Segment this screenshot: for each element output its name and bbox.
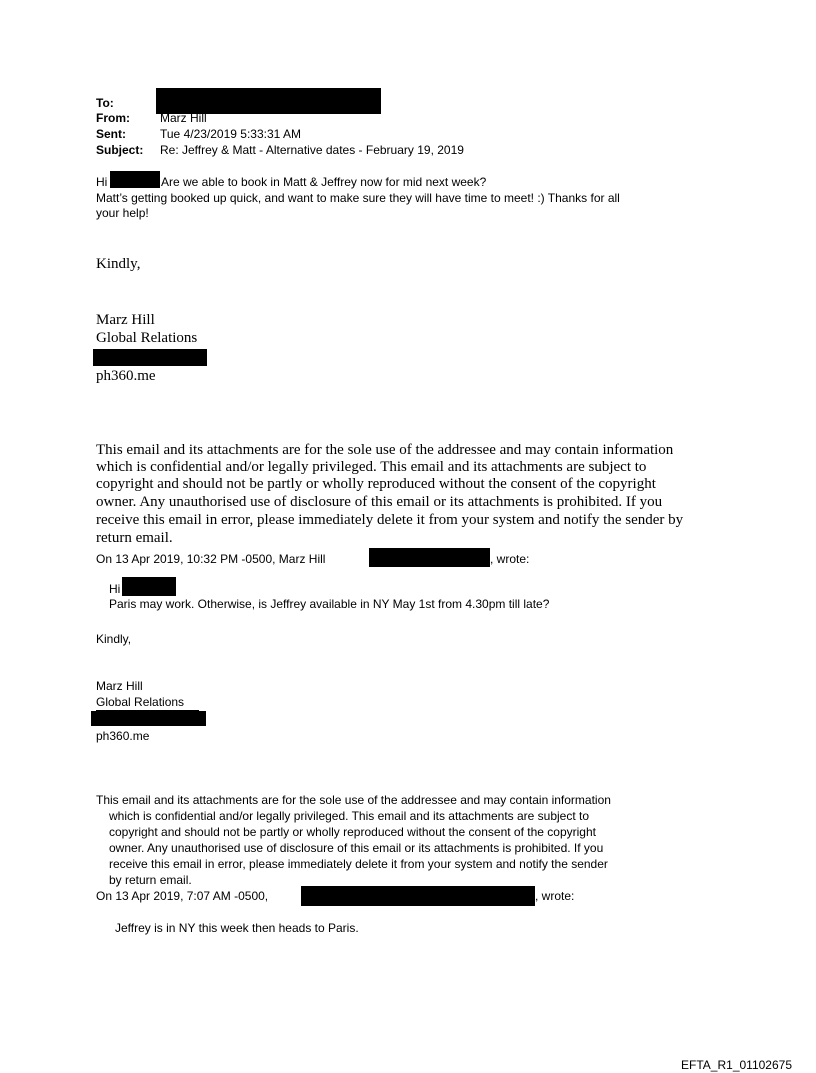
disclaimer-line: return email. — [96, 530, 173, 546]
body-line-3: your help! — [96, 206, 149, 220]
sig-name: Marz Hill — [96, 312, 155, 328]
quote-sig-site: ph360.me — [96, 729, 150, 743]
disclaimer-line: This email and its attachments are for the sole use of the addressee and may contain information — [96, 442, 674, 458]
disclaimer-line: owner. Any unauthorised use of disclosure of this email or its attachments is prohibited. If you — [96, 494, 663, 510]
sig-title: Global Relations — [96, 330, 198, 346]
quote-sig-title: Global Relations — [96, 695, 185, 709]
subject-label: Subject: — [96, 143, 144, 157]
from-label: From: — [96, 111, 130, 125]
quote-disclaimer-line: copyright and should not be partly or wholly reproduced without the consent of the copyright — [109, 825, 596, 839]
body-line-2: Matt’s getting booked up quick, and want to make sure they will have time to meet! :) Thanks for all — [96, 191, 620, 205]
redaction-greeting-name — [110, 171, 160, 188]
quote-body: Jeffrey is in NY this week then heads to Paris. — [115, 921, 359, 935]
redaction-attribution-email — [369, 548, 490, 567]
attribution-suffix: , wrote: — [535, 889, 575, 903]
quote-disclaimer-line: owner. Any unauthorised use of disclosure of this email or its attachments is prohibited. If you — [109, 841, 604, 855]
attribution-suffix: , wrote: — [490, 552, 530, 566]
quote-disclaimer-line: by return email. — [109, 873, 192, 887]
document-id: EFTA_R1_01102675 — [681, 1058, 792, 1072]
quote-sig-name: Marz Hill — [96, 679, 143, 693]
attribution-prefix: On 13 Apr 2019, 10:32 PM -0500, Marz Hill — [96, 552, 326, 566]
disclaimer-line: which is confidential and/or legally privileged. This email and its attachments are subject to — [96, 459, 647, 475]
quote-body: Paris may work. Otherwise, is Jeffrey available in NY May 1st from 4.30pm till late? — [109, 597, 550, 611]
to-label: To: — [96, 96, 114, 110]
sent-label: Sent: — [96, 127, 126, 141]
greeting: Hi — [96, 175, 108, 189]
redaction-attribution-sender — [301, 886, 535, 906]
sig-site: ph360.me — [96, 368, 156, 384]
redaction-sig-email — [93, 349, 207, 366]
quote-disclaimer-line: which is confidential and/or legally privileged. This email and its attachments are subject to — [109, 809, 590, 823]
closing: Kindly, — [96, 256, 141, 272]
disclaimer-line: receive this email in error, please immediately delete it from your system and notify the sender by — [96, 512, 684, 528]
quote-closing: Kindly, — [96, 632, 132, 646]
redaction-quote-sig-email — [91, 711, 206, 726]
from-value: Marz Hill — [160, 111, 207, 125]
quote-greeting: Hi — [109, 582, 121, 596]
body-line-1: Are we able to book in Matt & Jeffrey now for mid next week? — [161, 175, 487, 189]
subject-value: Re: Jeffrey & Matt - Alternative dates - February 19, 2019 — [160, 143, 464, 157]
quote-disclaimer-line: receive this email in error, please immediately delete it from your system and notify the sender — [109, 857, 608, 871]
quote-disclaimer-line: This email and its attachments are for the sole use of the addressee and may contain information — [96, 793, 611, 807]
disclaimer-line: copyright and should not be partly or wholly reproduced without the consent of the copyright — [96, 476, 656, 492]
redaction-quote-greeting-name — [122, 577, 176, 596]
sent-value: Tue 4/23/2019 5:33:31 AM — [160, 127, 301, 141]
attribution-prefix: On 13 Apr 2019, 7:07 AM -0500, — [96, 889, 269, 903]
